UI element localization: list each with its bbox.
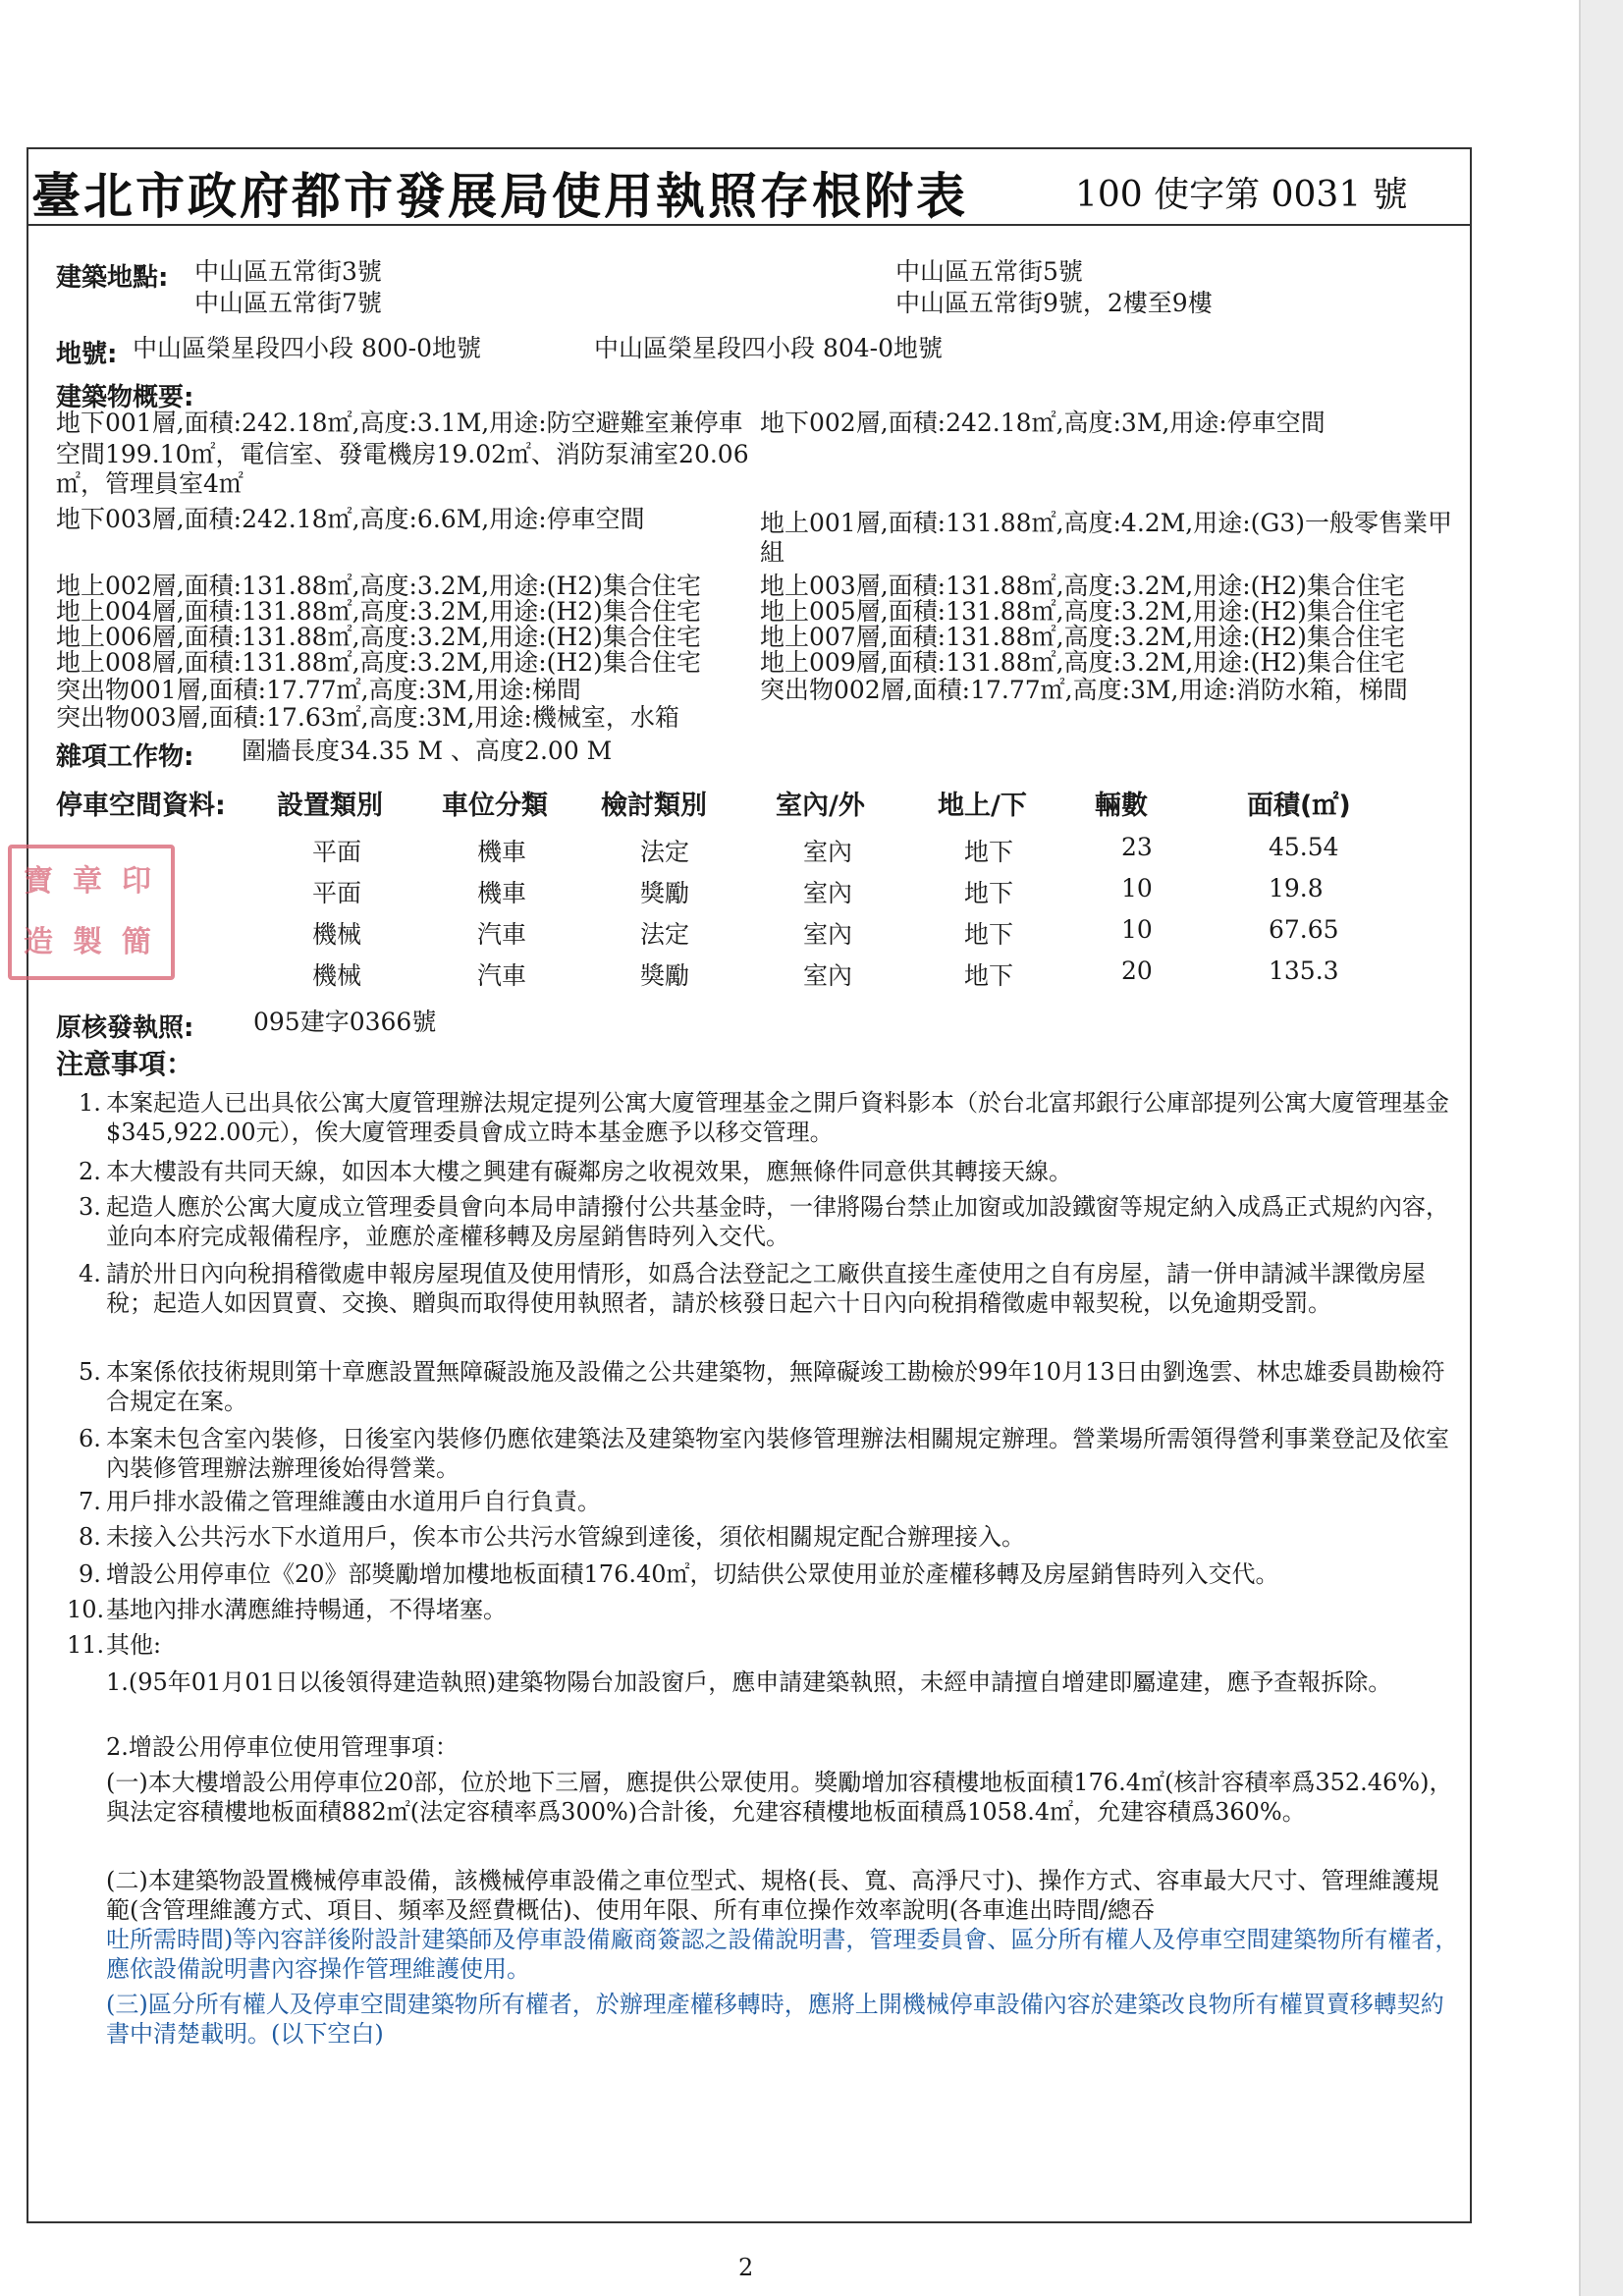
note-subitem-annotated: 吐所需時間)等內容詳後附設計建築師及停車設備廠商簽認之設備說明書，管理委員會、區分所有權人及停車空間建築物所有權者，應依設備說明書內容操作管理維護使用。	[106, 1926, 1459, 1983]
note-item: 其他:	[106, 1631, 162, 1659]
parking-cell: 法定	[640, 838, 690, 866]
site-address: 中山區五常街5號	[895, 257, 1083, 286]
parking-cell: 機械	[312, 920, 362, 949]
parking-cell: 23	[1121, 833, 1153, 861]
note-number: 10.	[67, 1596, 105, 1623]
parking-cell: 法定	[640, 920, 690, 949]
floor-line: 地上005層,面積:131.88㎡,高度:3.2M,用途:(H2)集合住宅	[760, 597, 1405, 626]
parking-cell: 室內	[803, 961, 853, 990]
parking-cell: 機車	[477, 879, 527, 907]
note-number: 9.	[79, 1560, 101, 1588]
seal-glyph: 印	[122, 864, 151, 899]
site-label: 建築地點:	[56, 263, 169, 293]
parking-cell: 室內	[803, 879, 853, 907]
floor-line: 地下002層,面積:242.18㎡,高度:3M,用途:停車空間	[760, 409, 1325, 437]
note-item: 本案未包含室內裝修，日後室內裝修仍應依建築法及建築物室內裝修管理辦法相關規定辦理。營業場所需領得營利事業登記及依室內裝修管理辦法辦理後始得營業。	[106, 1425, 1449, 1482]
parking-cell: 平面	[312, 879, 362, 907]
note-number: 11.	[67, 1631, 105, 1659]
floor-line: 地上003層,面積:131.88㎡,高度:3.2M,用途:(H2)集合住宅	[760, 572, 1405, 600]
parking-cell: 20	[1121, 957, 1153, 985]
original-permit-label: 原核發執照:	[56, 1013, 194, 1043]
floor-line: 組	[760, 538, 785, 567]
original-permit-value: 095建字0366號	[253, 1008, 437, 1036]
note-number: 1.	[79, 1089, 101, 1117]
floor-line: ㎡，管理員室4㎡	[56, 469, 243, 498]
note-subitem: (一)本大樓增設公用停車位20部，位於地下三層，應提供公眾使用。獎勵增加容積樓地板面積176.4㎡(核計容積率爲352.46%)，與法定容積樓地板面積882㎡(法定容積率爲300%)合計後，允建容積樓地板面積爲1058.4㎡，允建容積爲360%。	[106, 1769, 1453, 1826]
parking-cell: 平面	[312, 838, 362, 866]
parking-header: 地上/下	[938, 791, 1027, 821]
page-number: 2	[738, 2254, 754, 2281]
floor-line: 地上001層,面積:131.88㎡,高度:4.2M,用途:(G3)一般零售業甲	[760, 509, 1453, 537]
note-number: 2.	[79, 1158, 101, 1185]
parking-cell: 機械	[312, 961, 362, 990]
parking-cell: 地下	[964, 838, 1014, 866]
note-subitem: (二)本建築物設置機械停車設備，該機械停車設備之車位型式、規格(長、寬、高淨尺寸)、操作方式、容車最大尺寸、管理維護規範(含管理維護方式、項目、頻率及經費概估)、使用年限、所有車位操作效率說明(各車進出時間/總吞	[106, 1867, 1439, 1924]
parking-cell: 獎勵	[640, 879, 690, 907]
note-item: 請於卅日內向稅捐稽徵處申報房屋現值及使用情形，如爲合法登記之工廠供直接生產使用之自有房屋，請一併申請減半課徵房屋稅；起造人如因買賣、交換、贈與而取得使用執照者，請於核發日起六十日內向稅捐稽徵處申報契稅，以免逾期受罰。	[106, 1260, 1426, 1317]
note-item: 未接入公共污水下水道用戶，俟本市公共污水管線到達後，須依相關規定配合辦理接入。	[106, 1523, 1025, 1551]
parking-cell: 汽車	[477, 920, 527, 949]
lot-number: 中山區榮星段四小段 804-0地號	[594, 334, 944, 362]
floor-line: 突出物002層,面積:17.77㎡,高度:3M,用途:消防水箱，梯間	[760, 676, 1408, 704]
parking-cell: 室內	[803, 920, 853, 949]
note-item: 本案起造人已出具依公寓大廈管理辦法規定提列公寓大廈管理基金之開戶資料影本（於台北富邦銀行公庫部提列公寓大廈管理基金$345,922.00元），俟大廈管理委員會成立時本基金應予以移交管理。	[106, 1089, 1449, 1146]
building-label: 建築物概要:	[56, 383, 194, 412]
parking-header: 面積(㎡)	[1247, 791, 1351, 821]
lot-number: 中山區榮星段四小段 800-0地號	[133, 334, 482, 362]
parking-cell: 室內	[803, 838, 853, 866]
seal-glyph: 製	[73, 925, 102, 959]
parking-cell: 機車	[477, 838, 527, 866]
seal-glyph: 造	[24, 925, 53, 959]
floor-line: 地上008層,面積:131.88㎡,高度:3.2M,用途:(H2)集合住宅	[56, 648, 701, 677]
parking-label: 停車空間資料:	[56, 791, 226, 821]
parking-cell: 45.54	[1269, 833, 1339, 861]
note-number: 5.	[79, 1358, 101, 1386]
parking-cell: 10	[1121, 874, 1153, 902]
parking-header: 輛數	[1095, 791, 1148, 821]
note-item: 本案係依技術規則第十章應設置無障礙設施及設備之公共建築物，無障礙竣工勘檢於99年10月13日由劉逸雲、林忠雄委員勘檢符合規定在案。	[106, 1358, 1445, 1415]
note-subitem-annotated: (三)區分所有權人及停車空間建築物所有權者，於辦理產權移轉時，應將上開機械停車設備內容於建築改良物所有權買賣移轉契約書中清楚載明。(以下空白)	[106, 1991, 1444, 2048]
seal-glyph: 章	[73, 864, 102, 899]
parking-cell: 67.65	[1269, 915, 1339, 944]
site-address: 中山區五常街9號，2樓至9樓	[895, 289, 1213, 317]
parking-header: 室內/外	[776, 791, 865, 821]
floor-line: 地上006層,面積:131.88㎡,高度:3.2M,用途:(H2)集合住宅	[56, 623, 701, 651]
note-number: 3.	[79, 1193, 101, 1221]
red-seal-stamp	[8, 845, 175, 980]
parking-cell: 135.3	[1269, 957, 1339, 985]
floor-line: 地上002層,面積:131.88㎡,高度:3.2M,用途:(H2)集合住宅	[56, 572, 701, 600]
floor-line: 地上007層,面積:131.88㎡,高度:3.2M,用途:(H2)集合住宅	[760, 623, 1405, 651]
floor-line: 突出物003層,面積:17.63㎡,高度:3M,用途:機械室，水箱	[56, 703, 679, 732]
note-number: 4.	[79, 1260, 101, 1287]
misc-label: 雜項工作物:	[56, 742, 194, 772]
paper-edge	[1579, 0, 1623, 2296]
note-subitem: 1.(95年01月01日以後領得建造執照)建築物陽台加設窗戶，應申請建築執照，未經申請擅自增建即屬違建，應予查報拆除。	[106, 1668, 1392, 1696]
seal-glyph: 寶	[24, 864, 53, 899]
seal-glyph: 簡	[122, 925, 151, 959]
parking-cell: 汽車	[477, 961, 527, 990]
note-subitem: 2.增設公用停車位使用管理事項：	[106, 1733, 459, 1761]
permit-number: 100 使字第 0031 號	[1075, 175, 1408, 215]
note-item: 本大樓設有共同天線，如因本大樓之興建有礙鄰房之收視效果，應無條件同意供其轉接天線。	[106, 1158, 1072, 1185]
site-address: 中山區五常街7號	[194, 289, 382, 317]
notes-label: 注意事項：	[56, 1048, 194, 1080]
lot-label: 地號:	[56, 340, 118, 369]
parking-cell: 10	[1121, 915, 1153, 944]
floor-line: 地下003層,面積:242.18㎡,高度:6.6M,用途:停車空間	[56, 505, 645, 533]
note-item: 增設公用停車位《20》部獎勵增加樓地板面積176.40㎡，切結供公眾使用並於產權移轉及房屋銷售時列入交代。	[106, 1560, 1279, 1588]
floor-line: 地上009層,面積:131.88㎡,高度:3.2M,用途:(H2)集合住宅	[760, 648, 1405, 677]
parking-cell: 地下	[964, 879, 1014, 907]
note-item: 起造人應於公寓大廈成立管理委員會向本局申請撥付公共基金時，一律將陽台禁止加窗或加設鐵窗等規定納入成爲正式規約內容，並向本府完成報備程序，並應於產權移轉及房屋銷售時列入交代。	[106, 1193, 1449, 1250]
parking-cell: 地下	[964, 920, 1014, 949]
note-number: 8.	[79, 1523, 101, 1551]
parking-header: 檢討類別	[601, 791, 707, 821]
note-number: 6.	[79, 1425, 101, 1452]
note-item: 用戶排水設備之管理維護由水道用戶自行負責。	[106, 1488, 601, 1515]
parking-cell: 地下	[964, 961, 1014, 990]
floor-line: 地下001層,面積:242.18㎡,高度:3.1M,用途:防空避難室兼停車	[56, 409, 743, 437]
parking-header: 車位分類	[442, 791, 548, 821]
parking-cell: 獎勵	[640, 961, 690, 990]
floor-line: 空間199.10㎡，電信室、發電機房19.02㎡、消防泵浦室20.06	[56, 440, 749, 468]
floor-line: 地上004層,面積:131.88㎡,高度:3.2M,用途:(H2)集合住宅	[56, 597, 701, 626]
site-address: 中山區五常街3號	[194, 257, 382, 286]
floor-line: 突出物001層,面積:17.77㎡,高度:3M,用途:梯間	[56, 676, 581, 704]
document-title: 臺北市政府都市發展局使用執照存根附表	[31, 167, 968, 225]
parking-header: 設置類別	[277, 791, 383, 821]
parking-cell: 19.8	[1269, 874, 1324, 902]
note-number: 7.	[79, 1488, 101, 1515]
misc-value: 圍牆長度34.35 M 、高度2.00 M	[242, 737, 613, 765]
note-item: 基地內排水溝應維持暢通，不得堵塞。	[106, 1596, 507, 1623]
